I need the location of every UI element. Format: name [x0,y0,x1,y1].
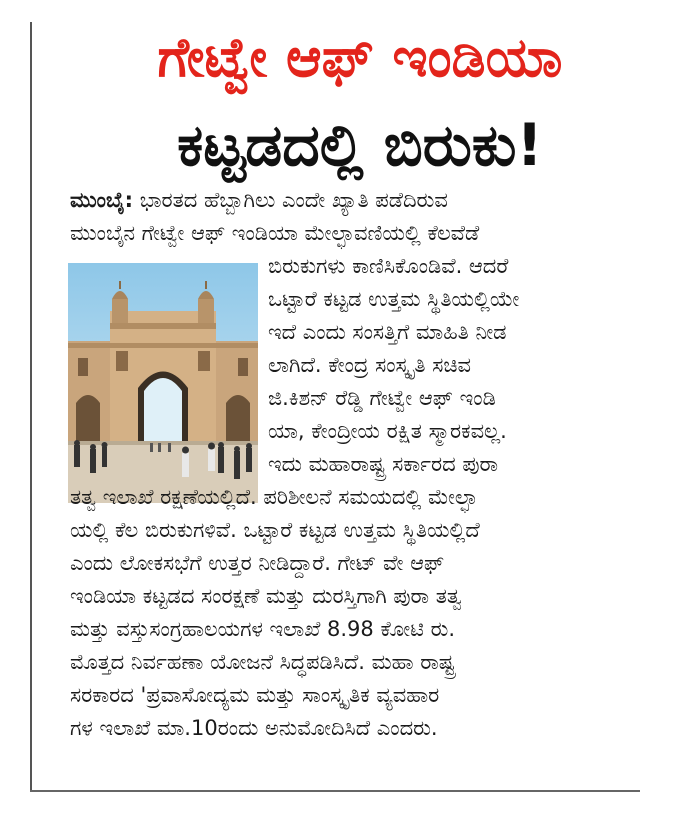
article-line: ಇದೆ ಎಂದು ಸಂಸತ್ತಿಗೆ ಮಾಹಿತಿ ನೀಡ [268,320,507,344]
column-rule-bottom [30,790,640,792]
column-rule-left [30,22,32,792]
article-line: ಗಳ ಇಲಾಖೆ ಮಾ.10ರಂದು ಅನುಮೋದಿಸಿದೆ ಎಂದರು. [70,716,438,740]
article-line: ಬಿರುಕುಗಳು ಕಾಣಿಸಿಕೊಂಡಿವೆ. ಆದರೆ [268,254,509,278]
article-line: ಯಾ, ಕೇಂದ್ರೀಯ ರಕ್ಷಿತ ಸ್ಮಾರಕವಲ್ಲ. [268,419,507,443]
dateline: ಮುಂಬೈ: [70,188,134,212]
article-line: ತತ್ವ ಇಲಾಖೆ ರಕ್ಷಣೆಯಲ್ಲಿದೆ. ಪರಿಶೀಲನೆ ಸಮಯದಲ್ಲಿ ಮೇಲ್ಛಾ [70,485,478,509]
article-body [70,184,670,745]
article-line: ಎಂದು ಲೋಕಸಭೆಗೆ ಉತ್ತರ ನೀಡಿದ್ದಾರೆ. ಗೇಟ್ ವೇ ಆಫ್ [70,551,445,575]
article-line: ಮೊತ್ತದ ನಿರ್ವಹಣಾ ಯೋಜನೆ ಸಿದ್ಧಪಡಿಸಿದೆ. ಮಹಾ ರಾಷ್ಟ್ರ [70,650,456,674]
article-line: ಮುಂಬೈನ ಗೇಟ್ವೇ ಆಫ್ ಇಂಡಿಯಾ ಮೇಲ್ಛಾವಣಿಯಲ್ಲಿ ಕೆಲವೆಡೆ [70,221,480,245]
article-line: ಮುಂಬೈ: ಭಾರತದ ಹೆಬ್ಬಾಗಿಲು ಎಂದೇ ಖ್ಯಾತಿ ಪಡೆದಿರುವ [70,188,448,212]
headline-red: ಗೇಟ್ವೇ ಆಫ್ ಇಂಡಿಯಾ [157,26,563,89]
article-line: ಇಂಡಿಯಾ ಕಟ್ಟಡದ ಸಂರಕ್ಷಣೆ ಮತ್ತು ದುರಸ್ತಿಗಾಗಿ ಪುರಾ ತತ್ವ [70,584,462,608]
article-line: ಒಟ್ಟಾರೆ ಕಟ್ಟಡ ಉತ್ತಮ ಸ್ಥಿತಿಯಲ್ಲಿಯೇ [268,287,520,311]
article-line: ಇದು ಮಹಾರಾಷ್ಟ್ರ ಸರ್ಕಾರದ ಪುರಾ [268,452,498,476]
article-line: ಯಲ್ಲಿ ಕೆಲ ಬಿರುಕುಗಳಿವೆ. ಒಟ್ಟಾರೆ ಕಟ್ಟಡ ಉತ್ತಮ ಸ್ಥಿತಿಯಲ್ಲಿದೆ [70,518,480,542]
article-line: ಸರಕಾರದ 'ಪ್ರವಾಸೋದ್ಯಮ ಮತ್ತು ಸಾಂಸ್ಕೃತಿಕ ವ್ಯವಹಾರ [70,683,440,707]
article-line: ಲಾಗಿದೆ. ಕೇಂದ್ರ ಸಂಸ್ಕೃತಿ ಸಚಿವ [268,353,471,377]
article-line: ಮತ್ತು ವಸ್ತುಸಂಗ್ರಹಾಲಯಗಳ ಇಲಾಖೆ 8.98 ಕೋಟಿ ರು. [70,617,456,641]
article-line: ಜಿ.ಕಿಶನ್ ರೆಡ್ಡಿ ಗೇಟ್ವೇ ಆಫ್ ಇಂಡಿ [268,386,496,410]
headline-black: ಕಟ್ಟಡದಲ್ಲಿ ಬಿರುಕು! [177,111,543,179]
